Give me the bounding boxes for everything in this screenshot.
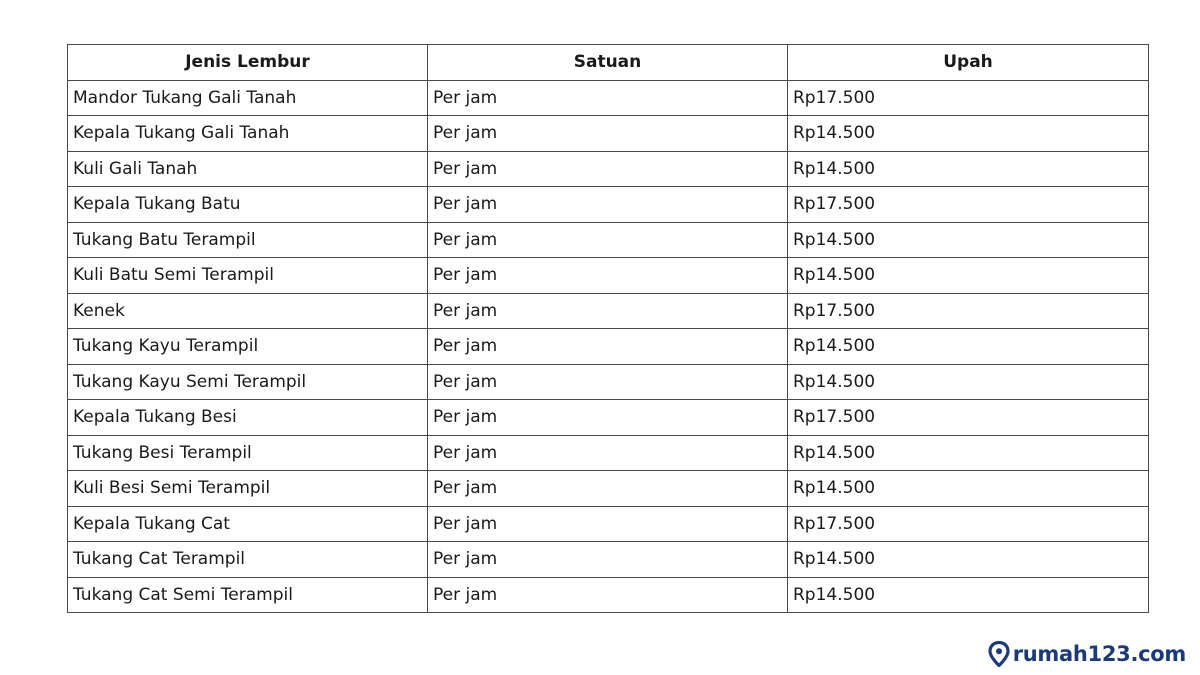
cell-jenis-lembur: Kepala Tukang Batu	[68, 187, 428, 223]
cell-satuan: Per jam	[428, 435, 788, 471]
cell-upah: Rp17.500	[788, 293, 1149, 329]
overtime-wage-table	[67, 44, 1149, 613]
brand-logo	[988, 641, 1186, 667]
table-header-row	[68, 45, 1149, 81]
table-row	[68, 364, 1149, 400]
cell-satuan: Per jam	[428, 222, 788, 258]
cell-satuan: Per jam	[428, 400, 788, 436]
cell-upah: Rp17.500	[788, 80, 1149, 116]
table-row	[68, 222, 1149, 258]
cell-satuan: Per jam	[428, 293, 788, 329]
column-header-upah: Upah	[788, 45, 1149, 81]
cell-satuan: Per jam	[428, 506, 788, 542]
cell-upah: Rp14.500	[788, 116, 1149, 152]
table-row	[68, 116, 1149, 152]
cell-satuan: Per jam	[428, 577, 788, 613]
cell-jenis-lembur: Tukang Kayu Semi Terampil	[68, 364, 428, 400]
cell-satuan: Per jam	[428, 80, 788, 116]
table-row	[68, 542, 1149, 578]
table-row	[68, 506, 1149, 542]
cell-upah: Rp14.500	[788, 222, 1149, 258]
cell-jenis-lembur: Mandor Tukang Gali Tanah	[68, 80, 428, 116]
cell-jenis-lembur: Tukang Besi Terampil	[68, 435, 428, 471]
table-row	[68, 577, 1149, 613]
cell-jenis-lembur: Kepala Tukang Cat	[68, 506, 428, 542]
cell-jenis-lembur: Kuli Batu Semi Terampil	[68, 258, 428, 294]
cell-jenis-lembur: Kenek	[68, 293, 428, 329]
table-header	[68, 45, 1149, 81]
cell-jenis-lembur: Tukang Cat Terampil	[68, 542, 428, 578]
cell-satuan: Per jam	[428, 151, 788, 187]
cell-upah: Rp14.500	[788, 258, 1149, 294]
cell-satuan: Per jam	[428, 258, 788, 294]
table-row	[68, 258, 1149, 294]
cell-jenis-lembur: Kuli Besi Semi Terampil	[68, 471, 428, 507]
column-header-satuan: Satuan	[428, 45, 788, 81]
cell-satuan: Per jam	[428, 187, 788, 223]
table-row	[68, 435, 1149, 471]
cell-jenis-lembur: Tukang Batu Terampil	[68, 222, 428, 258]
cell-upah: Rp14.500	[788, 151, 1149, 187]
table-row	[68, 400, 1149, 436]
cell-upah: Rp17.500	[788, 400, 1149, 436]
cell-satuan: Per jam	[428, 542, 788, 578]
table-row	[68, 187, 1149, 223]
cell-upah: Rp14.500	[788, 364, 1149, 400]
cell-jenis-lembur: Kepala Tukang Gali Tanah	[68, 116, 428, 152]
cell-upah: Rp17.500	[788, 506, 1149, 542]
cell-upah: Rp14.500	[788, 435, 1149, 471]
brand-logo-text: rumah123.com	[1012, 642, 1186, 666]
cell-satuan: Per jam	[428, 471, 788, 507]
cell-upah: Rp17.500	[788, 187, 1149, 223]
cell-satuan: Per jam	[428, 116, 788, 152]
cell-satuan: Per jam	[428, 329, 788, 365]
cell-jenis-lembur: Tukang Kayu Terampil	[68, 329, 428, 365]
cell-upah: Rp14.500	[788, 329, 1149, 365]
cell-upah: Rp14.500	[788, 542, 1149, 578]
cell-satuan: Per jam	[428, 364, 788, 400]
table-row	[68, 329, 1149, 365]
cell-upah: Rp14.500	[788, 577, 1149, 613]
table-row	[68, 293, 1149, 329]
cell-jenis-lembur: Tukang Cat Semi Terampil	[68, 577, 428, 613]
table-body	[68, 80, 1149, 613]
cell-upah: Rp14.500	[788, 471, 1149, 507]
table-row	[68, 471, 1149, 507]
table-row	[68, 80, 1149, 116]
cell-jenis-lembur: Kuli Gali Tanah	[68, 151, 428, 187]
column-header-jenis-lembur: Jenis Lembur	[68, 45, 428, 81]
location-pin-icon	[988, 641, 1010, 667]
table-row	[68, 151, 1149, 187]
cell-jenis-lembur: Kepala Tukang Besi	[68, 400, 428, 436]
